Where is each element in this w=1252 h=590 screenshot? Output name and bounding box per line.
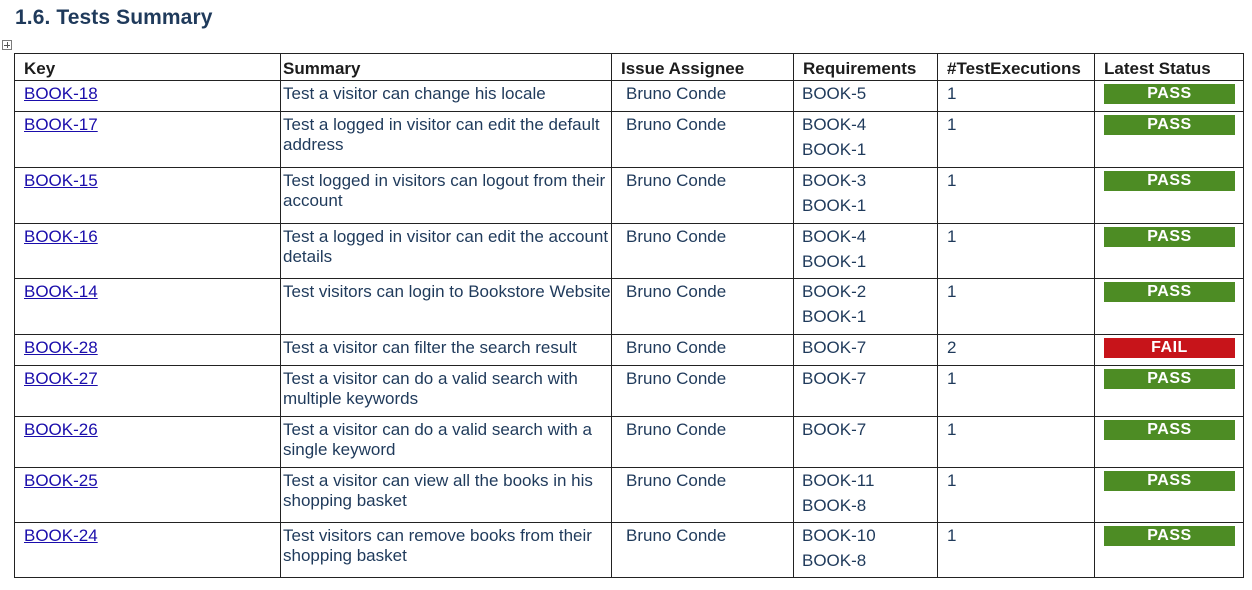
status-badge: FAIL [1104, 338, 1235, 358]
cell-assignee: Bruno Conde [612, 168, 794, 224]
table-row [15, 168, 1244, 224]
status-badge: PASS [1104, 282, 1235, 302]
cell-status [1095, 224, 1244, 279]
issue-key-link[interactable]: BOOK-14 [24, 282, 98, 301]
cell-summary: Test visitors can remove books from their shopping basket [281, 523, 612, 578]
cell-status [1095, 112, 1244, 168]
table-row [15, 335, 1244, 366]
requirement-item: BOOK-5 [802, 84, 867, 103]
cell-summary: Test logged in visitors can logout from their account [281, 168, 612, 224]
cell-key [15, 417, 281, 468]
cell-executions: 1 [938, 366, 1095, 417]
cell-requirements [794, 224, 938, 279]
cell-key [15, 168, 281, 224]
status-badge: PASS [1104, 84, 1235, 104]
cell-status [1095, 279, 1244, 335]
requirement-item: BOOK-10 [802, 526, 876, 545]
requirement-item: BOOK-7 [802, 420, 867, 439]
requirement-item: BOOK-7 [802, 338, 867, 357]
cell-executions: 1 [938, 279, 1095, 335]
cell-status [1095, 335, 1244, 366]
cell-summary: Test a visitor can do a valid search with multiple keywords [281, 366, 612, 417]
cell-executions: 1 [938, 468, 1095, 523]
cell-assignee: Bruno Conde [612, 112, 794, 168]
requirement-item: BOOK-8 [802, 496, 867, 515]
cell-assignee: Bruno Conde [612, 523, 794, 578]
cell-status [1095, 81, 1244, 112]
cell-executions: 1 [938, 224, 1095, 279]
cell-executions: 1 [938, 81, 1095, 112]
cell-requirements [794, 523, 938, 578]
cell-key [15, 366, 281, 417]
header-requirements: Requirements [794, 54, 938, 81]
cell-status [1095, 468, 1244, 523]
cell-summary: Test a visitor can change his locale [281, 81, 612, 112]
cell-key [15, 112, 281, 168]
requirement-item: BOOK-1 [802, 252, 867, 271]
status-badge: PASS [1104, 171, 1235, 191]
cell-requirements [794, 279, 938, 335]
cell-assignee: Bruno Conde [612, 335, 794, 366]
header-status: Latest Status [1095, 54, 1244, 81]
cell-summary: Test visitors can login to Bookstore Website [281, 279, 612, 335]
cell-assignee: Bruno Conde [612, 224, 794, 279]
table-row [15, 468, 1244, 523]
header-key: Key [15, 54, 281, 81]
cell-requirements [794, 417, 938, 468]
cell-assignee: Bruno Conde [612, 279, 794, 335]
status-badge: PASS [1104, 420, 1235, 440]
cell-assignee: Bruno Conde [612, 366, 794, 417]
issue-key-link[interactable]: BOOK-26 [24, 420, 98, 439]
tests-summary-table [14, 53, 1244, 578]
cell-executions: 1 [938, 417, 1095, 468]
header-assignee: Issue Assignee [612, 54, 794, 81]
status-badge: PASS [1104, 471, 1235, 491]
table-row [15, 417, 1244, 468]
issue-key-link[interactable]: BOOK-17 [24, 115, 98, 134]
cell-key [15, 523, 281, 578]
table-header-row [15, 54, 1244, 81]
issue-key-link[interactable]: BOOK-15 [24, 171, 98, 190]
requirement-item: BOOK-4 [802, 227, 867, 246]
cell-key [15, 468, 281, 523]
cell-key [15, 81, 281, 112]
cell-assignee: Bruno Conde [612, 417, 794, 468]
table-row [15, 224, 1244, 279]
requirement-item: BOOK-7 [802, 369, 867, 388]
table-body [15, 81, 1244, 578]
issue-key-link[interactable]: BOOK-25 [24, 471, 98, 490]
header-executions: #TestExecutions [938, 54, 1095, 81]
requirement-item: BOOK-1 [802, 307, 867, 326]
cell-summary: Test a visitor can do a valid search with a single keyword [281, 417, 612, 468]
header-summary: Summary [281, 54, 612, 81]
table-row [15, 81, 1244, 112]
cell-summary: Test a logged in visitor can edit the account details [281, 224, 612, 279]
status-badge: PASS [1104, 227, 1235, 247]
cell-status [1095, 417, 1244, 468]
cell-summary: Test a visitor can view all the books in his shopping basket [281, 468, 612, 523]
requirement-item: BOOK-4 [802, 115, 867, 134]
cell-requirements [794, 81, 938, 112]
requirement-item: BOOK-1 [802, 196, 867, 215]
table-move-handle-icon[interactable] [2, 40, 12, 50]
cell-executions: 1 [938, 112, 1095, 168]
cell-status [1095, 168, 1244, 224]
cell-summary: Test a logged in visitor can edit the default address [281, 112, 612, 168]
cell-status [1095, 366, 1244, 417]
cell-assignee: Bruno Conde [612, 468, 794, 523]
cell-executions: 2 [938, 335, 1095, 366]
cell-assignee: Bruno Conde [612, 81, 794, 112]
cell-requirements [794, 335, 938, 366]
issue-key-link[interactable]: BOOK-24 [24, 526, 98, 545]
requirement-item: BOOK-1 [802, 140, 867, 159]
requirement-item: BOOK-8 [802, 551, 867, 570]
status-badge: PASS [1104, 115, 1235, 135]
table-row [15, 112, 1244, 168]
section-title: 1.6. Tests Summary [15, 6, 213, 29]
cell-requirements [794, 168, 938, 224]
cell-requirements [794, 366, 938, 417]
cell-requirements [794, 112, 938, 168]
issue-key-link[interactable]: BOOK-28 [24, 338, 98, 357]
cell-key [15, 335, 281, 366]
requirement-item: BOOK-3 [802, 171, 867, 190]
cell-key [15, 224, 281, 279]
cell-status [1095, 523, 1244, 578]
issue-key-link[interactable]: BOOK-27 [24, 369, 98, 388]
table-row [15, 523, 1244, 578]
table-row [15, 279, 1244, 335]
table-row [15, 366, 1244, 417]
status-badge: PASS [1104, 526, 1235, 546]
cell-executions: 1 [938, 523, 1095, 578]
cell-summary: Test a visitor can filter the search result [281, 335, 612, 366]
issue-key-link[interactable]: BOOK-16 [24, 227, 98, 246]
issue-key-link[interactable]: BOOK-18 [24, 84, 98, 103]
cell-requirements [794, 468, 938, 523]
requirement-item: BOOK-2 [802, 282, 867, 301]
cell-key [15, 279, 281, 335]
cell-executions: 1 [938, 168, 1095, 224]
requirement-item: BOOK-11 [802, 471, 875, 490]
status-badge: PASS [1104, 369, 1235, 389]
